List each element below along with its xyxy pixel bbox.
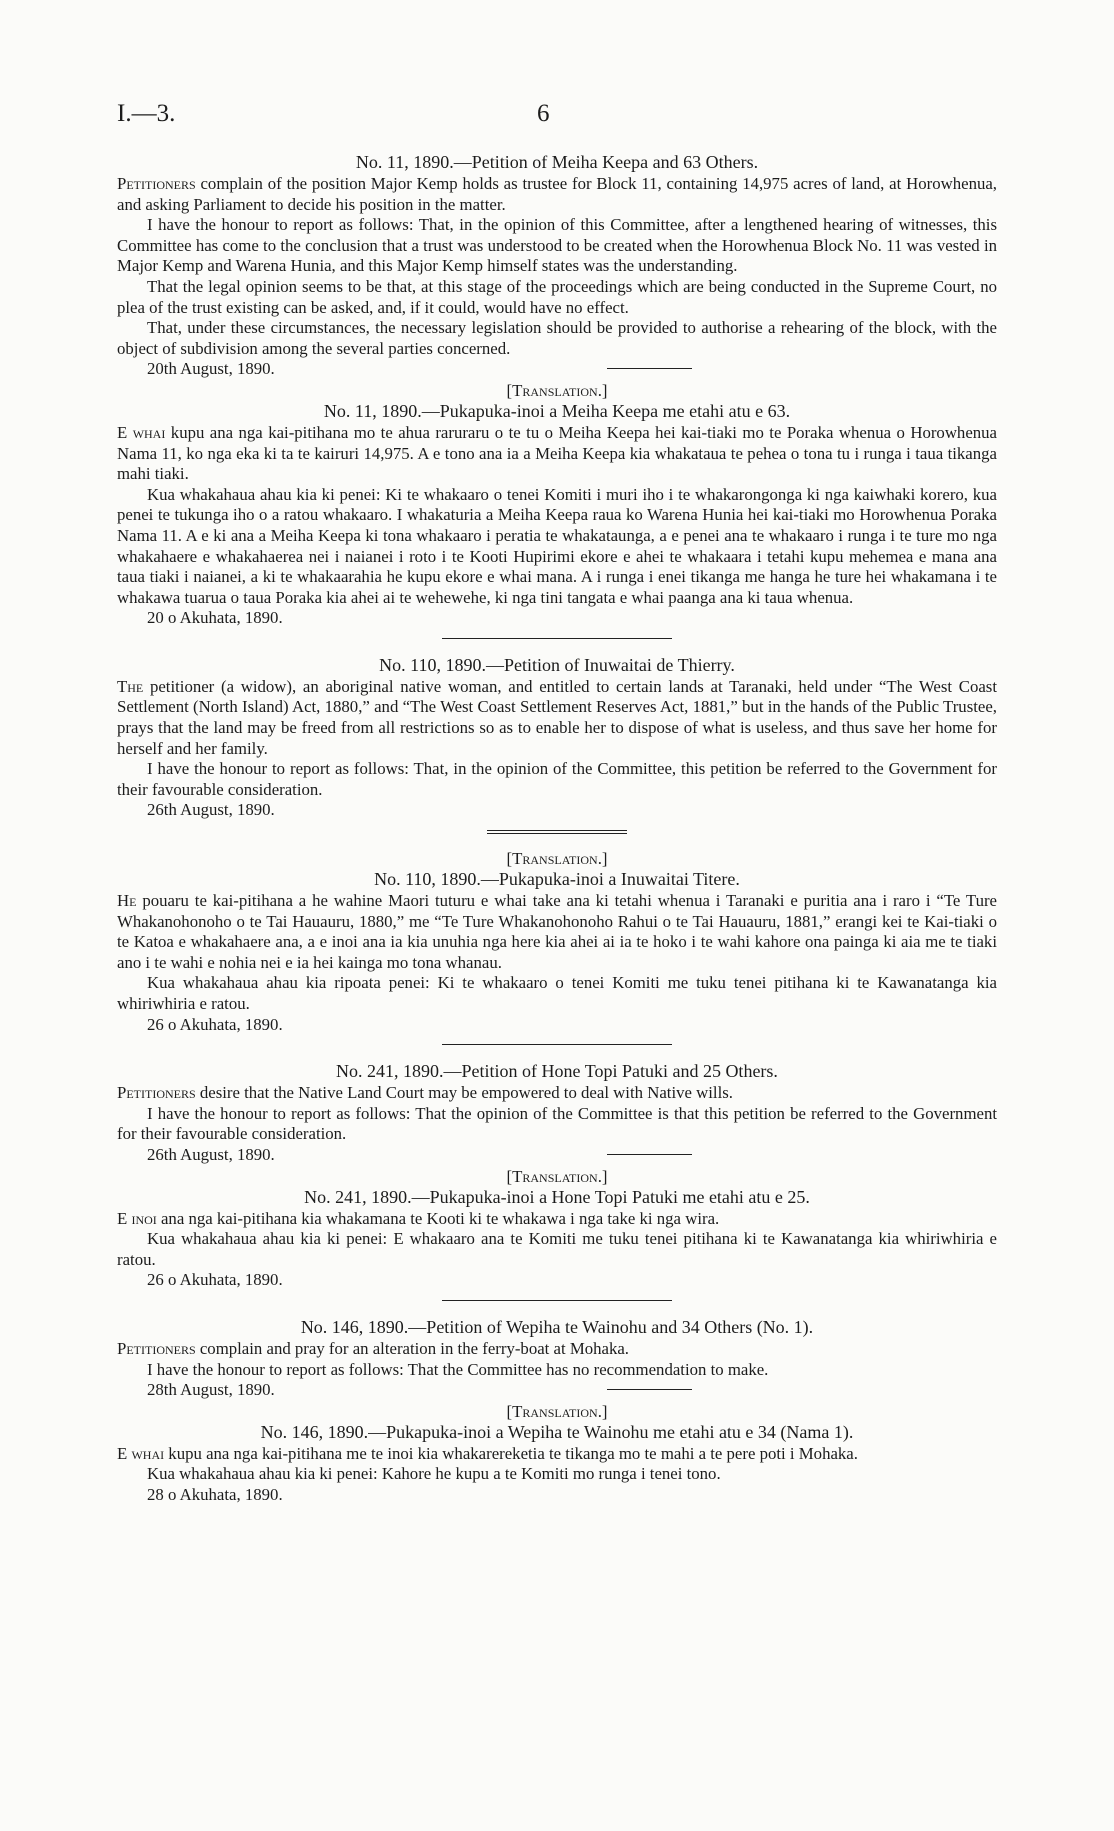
- petition-title: No. 110, 1890.—Petition of Inuwaitai de Thierry.: [379, 654, 735, 675]
- translation-summary-lead: He: [117, 891, 137, 911]
- committee-report: That, under these circumstances, the necessary legislation should be provided to authorise a rehearing of the block, with the object of subdivision among the several parties concerned.: [117, 318, 997, 358]
- petition-summary: [117, 1083, 997, 1104]
- translation-summary-text: pouaru te kai-pitihana a he wahine Maori tuturu e whai take ana ki tetahi whenua i Taranaki e puritia ana i raro i “Te Ture Whakanohonoho o te Tai Hauauru, 1880,” me “Te Ture Whakanohonoho Rahui o te Tai Hauauru, 1881,” erangi kei te Kai-tiaki o te Katoa e whakahaere ana, a e inoi ana ia kia unuhia nga here kia ahei ai ia te hoko i te wahi kahore ona painga ki aia me te tiaki ano i te wahi e nohia nei e ia hei kainga mo tona whanau.: [117, 891, 997, 972]
- short-rule: [607, 1154, 692, 1155]
- petition-summary-text: desire that the Native Land Court may be empowered to deal with Native wills.: [195, 1083, 733, 1103]
- translation-summary-lead: E whai: [117, 1443, 165, 1463]
- report-date: 20th August, 1890.: [147, 359, 275, 379]
- petition-summary: [117, 174, 997, 215]
- translation-label: [Translation.]: [506, 1401, 608, 1421]
- translation-title: No. 11, 1890.—Pukapuka-inoi a Meiha Keepa me etahi atu e 63.: [323, 400, 791, 421]
- petition-summary-lead: The: [117, 676, 144, 696]
- translation-summary: [117, 891, 997, 973]
- petition-title: No. 241, 1890.—Petition of Hone Topi Patuki and 25 Others.: [336, 1061, 778, 1082]
- petition-no-11: [117, 152, 997, 629]
- short-rule: [607, 368, 692, 369]
- report-date: 28th August, 1890.: [147, 1380, 275, 1400]
- translation-report: Kua whakahaua ahau kia ki penei: Kahore he kupu a te Komiti mo runga i tenei tono.: [147, 1464, 721, 1484]
- translation-report: Kua whakahaua ahau kia ki penei: E whakaaro ana te Komiti me tuku tenei pitihana ki te Kawanatanga kia whiriwhiria e ratou.: [117, 1229, 997, 1269]
- translation-title: No. 241, 1890.—Pukapuka-inoi a Hone Topi Patuki me etahi atu e 25.: [304, 1186, 810, 1207]
- petition-summary-text: complain and pray for an alteration in the ferry-boat at Mohaka.: [195, 1338, 630, 1358]
- petition-no-146: [117, 1317, 997, 1506]
- translation-summary: [117, 1209, 997, 1230]
- report-date: 26th August, 1890.: [147, 800, 275, 820]
- translation-report: Kua whakahaua ahau kia ripoata penei: Ki te whakaaro o tenei Komiti me tuku tenei pitihana ki te Kawanatanga kia whiriwhiria e ratou.: [117, 973, 997, 1013]
- petition-summary-text: complain of the position Major Kemp holds as trustee for Block 11, containing 14,975 acres of land, at Horowhenua, and asking Parliament to decide his position in the matter.: [117, 174, 997, 214]
- committee-report: That the legal opinion seems to be that, at this stage of the proceedings which are being conducted in the Supreme Court, no plea of the trust existing can be asked, and, if it could, would have no effect.: [117, 276, 997, 317]
- short-rule: [607, 1389, 692, 1390]
- page-number: 6: [537, 100, 550, 127]
- petition-summary-lead: Petitioners: [117, 1338, 196, 1358]
- translation-summary: [117, 1444, 997, 1465]
- committee-report: I have the honour to report as follows: That, in the opinion of the Committee, this petition be referred to the Government for their favourable consideration.: [117, 759, 997, 799]
- petition-summary: [117, 677, 997, 759]
- translation-label: [Translation.]: [506, 1166, 608, 1186]
- translation-summary-text: ana nga kai-pitihana kia whakamana te Kooti ki te whakawa i nga take ki nga wira.: [156, 1208, 720, 1228]
- page-content: [117, 152, 997, 1506]
- translation-summary-lead: E whai: [117, 422, 166, 442]
- committee-report: I have the honour to report as follows: That the opinion of the Committee is that this petition be referred to the Government for their favourable consideration.: [117, 1103, 997, 1144]
- petition-summary-lead: Petitioners: [117, 1083, 196, 1103]
- double-rule: [487, 830, 627, 834]
- petition-summary: [117, 1339, 997, 1360]
- report-date: 26th August, 1890.: [147, 1144, 275, 1164]
- paper-reference: I.—3.: [117, 100, 176, 127]
- petition-no-110: [117, 655, 997, 1035]
- translation-label: [Translation.]: [506, 849, 608, 869]
- translation-summary: [117, 423, 997, 485]
- translation-summary-lead: E inoi: [117, 1208, 157, 1228]
- petition-title: No. 11, 1890.—Petition of Meiha Keepa and 63 Others.: [355, 152, 759, 172]
- section-divider: [442, 638, 672, 639]
- translation-date: 26 o Akuhata, 1890.: [147, 1014, 283, 1034]
- translation-summary-text: kupu ana nga kai-pitihana me te inoi kia whakarereketia te tikanga mo te mahi a te pere poti i Mohaka.: [164, 1443, 858, 1463]
- translation-date: 20 o Akuhata, 1890.: [147, 608, 283, 628]
- petition-summary-lead: Petitioners: [117, 174, 196, 193]
- running-header: [117, 100, 997, 130]
- translation-summary-text: kupu ana nga kai-pitihana mo te ahua raruraru o te tu o Meiha Keepa hei kai-tiaki mo te Poraka whenua o Horowhenua Nama 11, ko nga eka ki ta te kairuri 14,975. A e tono ana ia a Meiha Keepa kia whakataua te pehea o tona tu i runga i taua tikanga mahi tiaki.: [117, 422, 998, 484]
- translation-date: 26 o Akuhata, 1890.: [147, 1270, 283, 1290]
- section-divider: [442, 1300, 672, 1301]
- translation-date: 28 o Akuhata, 1890.: [147, 1484, 283, 1504]
- translation-title: No. 110, 1890.—Pukapuka-inoi a Inuwaitai Titere.: [374, 869, 740, 890]
- committee-report: I have the honour to report as follows: That, in the opinion of this Committee, after a lengthened hearing of witnesses, this Committee has come to the conclusion that a trust was understood to be created when the Horowhenua Block No. 11 was vested in Major Kemp and Warena Hunia, and this Major Kemp himself states was the understanding.: [117, 215, 997, 276]
- translation-title: No. 146, 1890.—Pukapuka-inoi a Wepiha te Wainohu me etahi atu e 34 (Nama 1).: [260, 1421, 854, 1442]
- petition-no-241: [117, 1061, 997, 1291]
- section-divider: [442, 1044, 672, 1045]
- translation-label: [Translation.]: [506, 380, 608, 400]
- petition-summary-text: petitioner (a widow), an aboriginal native woman, and entitled to certain lands at Taranaki, held under “The West Coast Settlement (North Island) Act, 1880,” and “The West Coast Settlement Reserves Act, 1881,” but in the hands of the Public Trustee, prays that the land may be freed from all restrictions so as to enable her to dispose of what is useless, and thus save her home for herself and her family.: [117, 676, 997, 758]
- committee-report: I have the honour to report as follows: That the Committee has no recommendation to make.: [147, 1359, 769, 1379]
- translation-report: Kua whakahaua ahau kia ki penei: Ki te whakaaro o tenei Komiti i muri iho i te whakarongonga ki nga kaiwhaki korero, kua penei te tukunga iho o a ratou whakaaro. I whakaturia a Meiha Keepa raua ko Warena Hunia hei kai-tiaki mo Horowhenua Poraka Nama 11. A e ki ana a Meiha Keepa ki tona whakaaro i peratia te whakataunga, a e penei ana te whakaaro i runga i te ture mo nga whakahaere e whakahaerea nei i naianei i roto i te Kooti Hupirimi ekore e ahei te whakaara i tetahi kupu mehemea e mana ana taua tiaki i naianei, a ki te whakaarahia he kupu ekore e whai mana. A i runga i enei tikanga me hanga he ture hei whakamana i te whakawa tuarua o taua Poraka kia ahei ai te wehewehe, ki nga tini tangata e whai paanga ana ki taua whenua.: [117, 484, 997, 607]
- petition-title: No. 146, 1890.—Petition of Wepiha te Wainohu and 34 Others (No. 1).: [300, 1316, 814, 1337]
